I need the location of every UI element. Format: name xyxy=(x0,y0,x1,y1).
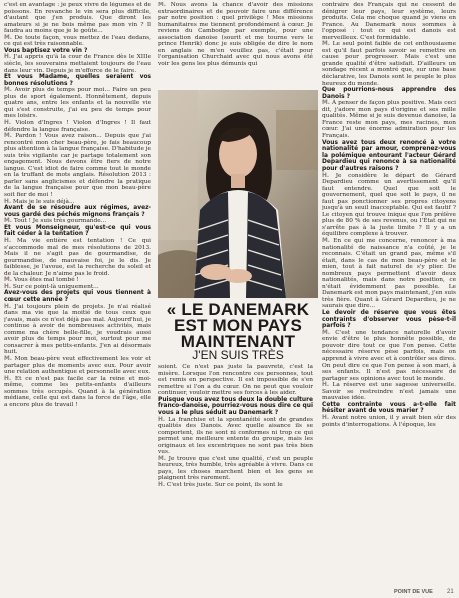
interview-answer xyxy=(4,120,151,133)
interview-answer xyxy=(4,87,151,120)
speaker-initial: H. xyxy=(4,303,12,310)
paragraph-text: soient. Ce n'est pas juste la pauvreté, c'est la misère. Lorsque l'on rencontre ces personnes, tout est remis en perspective. Il est impossible de s'en remettre si l'on a du cœur. On ne peut que vouloir continuer, vouloir mettre ses forces à les aider. xyxy=(158,364,313,397)
speaker-initial: H. xyxy=(4,198,12,205)
paragraph-text: Le seul point faible de cet enthousiasme est qu'il faut parfois savoir se remettre en cause pour progresser. Mais c'est une grande qualité d'être satisfait. D'ailleurs un sondage récent a montré que, sur une base déclarative, les Danois sont le peuple le plus heureux du monde. xyxy=(322,41,456,87)
article-column-2-top xyxy=(158,2,313,88)
interview-answer xyxy=(4,238,151,277)
speaker-initial: M. xyxy=(322,238,330,245)
interview-answer xyxy=(4,35,151,48)
paragraph-text: C'est une tendance naturelle d'avoir envie d'être le plus honnête possible, de pouvoir dire tout ce que l'on pense. Cette nécessaire réserve pèse parfois, mais on apprend à vivre avec et à contrôler ses dires. On peut dire ce que l'on pense à son mari, à ses enfants. Il n'est pas nécessaire de partager ses opinions avec tout le monde. xyxy=(322,329,456,382)
paragraph-text: Le devoir de réserve que vous êtes contraints d'observer vous pèse-t-il parfois ? xyxy=(322,310,456,330)
paragraph-text: Et ce n'est pas facile car la reine et moi-même, comme les petits-enfants d'ailleurs sommes très occupés. Quand à la génération médiane, celle qui est dans la force de l'âge, elle a encore plus de travail ! xyxy=(4,375,151,408)
paragraph-text: Avant notre union, il y avait bien sûr des points d'interrogations. À l'époque, les xyxy=(322,415,456,428)
speaker-initial: M. xyxy=(4,34,12,41)
interview-answer xyxy=(322,173,456,238)
paragraph-text: Violon d'Ingres ! Violon d'Ingres ! Il faut défendre la langue française. xyxy=(4,119,151,133)
speaker-initial: H. xyxy=(4,54,12,61)
paragraph-text: J'ai appris qu'à la cour de France dès le XIIIe siècle, les souverains mettaient toujours de l'eau dans leur vin. Depuis je m'efforce de le faire. xyxy=(4,54,151,74)
pull-quote-line-2: EST MON PAYS xyxy=(173,316,303,335)
speaker-initial: M. xyxy=(4,133,12,140)
interview-question xyxy=(322,87,456,100)
speaker-initial: H. xyxy=(4,119,12,126)
interview-answer xyxy=(4,356,151,376)
interview-answer xyxy=(158,456,313,482)
interview-question xyxy=(322,140,456,173)
paragraph-text: C'est très juste. Sur ce point, ils sont le xyxy=(166,481,283,488)
interview-answer xyxy=(322,100,456,139)
paragraph-text: Et vous Monseigneur, qu'est-ce qui vous fait céder à la tentation ? xyxy=(4,224,151,238)
pull-quote-line-3: MAINTENANT xyxy=(180,332,296,351)
portrait-photo xyxy=(158,90,318,298)
paragraph-text: Sur ce point-là uniquement... xyxy=(12,283,99,290)
speaker-initial: M. xyxy=(322,100,330,107)
speaker-initial: H. xyxy=(322,172,330,179)
speaker-initial: M. xyxy=(4,87,12,94)
paragraph-text: La franchise et la spontanéité sont de grandes qualités des Danois. Avec quelle aisance ils se comportent, ils ne sont ni conformes ni trop ce qui permet une meilleure entente du groupe, mais les originaux et les excentriques ne sont pas très bien vus. xyxy=(158,416,313,456)
interview-question xyxy=(4,225,151,238)
interview-question xyxy=(322,402,456,415)
interview-answer xyxy=(322,415,456,428)
speaker-initial: M. xyxy=(158,2,166,8)
article-column-2-bottom xyxy=(158,364,313,588)
speaker-initial: H. xyxy=(4,375,12,382)
interview-answer xyxy=(4,54,151,74)
paragraph-text: contraire des Français qui ne cessent de dénigrer leur pays, leur système, leurs produits. Cela me choque quand je viens en France. Au Danemark nous sommes à l'opposé : tout ce qui est danois est merveilleux. C'est formidable. xyxy=(322,2,456,41)
speaker-initial: H. xyxy=(158,481,166,488)
paragraph-text: Pardon ! Vous avez raison... Depuis que j'ai rencontré mon cher beau-père, je fais beaucoup plus attention à la langue française. D'habitude je suis très vigilante car je partage totalement son engagement. Nous devons être fiers de notre langue. C'est idiot de faire comme tout le monde en la truffant de mots anglais. Résolution 2013 : parler sans anglicismes et défendre la pratique de la langue française pour que mon beau-père soit fier de moi ! xyxy=(4,133,151,198)
speaker-initial: H. xyxy=(158,416,166,423)
interview-answer xyxy=(322,238,456,310)
paragraph-text: J'ai toujours plein de projets. Je n'ai réalisé dans ma vie que la moitié de tous ceux que j'avais, mais ce n'est déjà pas mal. Aujourd'hui, je continue à avoir de nombreuses activités, mais comme ma chère belle-fille, je voudrais aussi avoir plus de temps pour moi, surtout pour me consacrer à mes petits-enfants. J'en ai désormais huit. xyxy=(4,303,151,356)
interview-answer xyxy=(4,376,151,409)
speaker-initial: M. xyxy=(4,218,12,225)
interview-answer xyxy=(322,2,456,41)
interview-answer xyxy=(4,2,151,35)
paragraph-text: Vous baptisez votre vin ? xyxy=(4,47,88,54)
paragraph-text: Je trouve que c'est une qualité, c'est un peuple heureux, très humble, très agréable à vivre. Dans ce pays, les choses marchent bien et les gens se plaignent très rarement. xyxy=(158,455,313,482)
paragraph-text: Tout ! Je suis très gourmande... xyxy=(13,218,107,225)
page-footer xyxy=(0,588,459,598)
speaker-initial: H. xyxy=(322,415,330,422)
paragraph-text: Nous avons la chance d'avoir des missions extraordinaires et de pouvoir faire une différence par notre position : quel privilège ! Mes missions humanitaires me tiennent profondément à cœur. Je reviens du Cambodge par exemple, pour une association danoise (sourit et me tourne vers le prince Henrik) donc je suis obligée de dire le nom en anglais ne m'en veuillez pas, c'était pour l'organisation Churchaid avec qui nous avons été voir les gens les plus démunis qui xyxy=(158,2,313,67)
paragraph-text: Et vous Madame, quelles seraient vos bonnes résolutions ? xyxy=(4,74,151,87)
interview-answer xyxy=(4,133,151,198)
speaker-initial: M. xyxy=(322,41,330,48)
paragraph-text: La réserve est une sagesse universelle. Savoir se restreindre n'est jamais une mauvaise idée. xyxy=(322,382,456,402)
speaker-initial: H. xyxy=(4,283,12,290)
interview-answer xyxy=(4,304,151,356)
page-number: 21 xyxy=(447,589,454,595)
article-column-1 xyxy=(4,2,151,588)
interview-answer xyxy=(158,364,313,397)
speaker-initial: M. xyxy=(158,455,166,462)
paragraph-text: Vous êtes mal tombé ! xyxy=(13,277,79,284)
paragraph-text: Cette contrainte vous a-t-elle fait hésiter avant de vous marier ? xyxy=(322,401,456,415)
pull-quote-line-4: J'EN SUIS TRÈS xyxy=(192,348,284,362)
paragraph-text: En ce qui me concerne, renoncer à ma nationalité de naissance n'a coûté, je le reconnais. C'était un grand pas, même s'il était, dans le cas de mon beau-père et le mien, tout à fait naturel de s'y plier. De nombreux pays permettent d'avoir deux nationalités, mais dans notre position, ce n'était évidemment pas possible. Le Danemark est mon pays maintenant, j'en suis très fière. Quant à Gérard Depardieu, je ne saurais que dire... xyxy=(322,238,456,310)
speaker-initial: H. xyxy=(4,238,12,245)
paragraph-text: Avoir plus de temps pour moi... Faire un peu plus de sport également. Honnêtement, depuis quatre ans, entre les enfants et la nouvelle vie qui s'est construite, j'ai eu peu de temps pour mes loisirs. xyxy=(4,87,151,120)
interview-answer xyxy=(158,482,313,489)
paragraph-text: Avez-vous des projets qui vous tiennent à cœur cette année ? xyxy=(4,290,151,303)
paragraph-text: Avant de se résoudre aux régimes, avez-vous gardé des péchés mignons français ? xyxy=(4,205,151,218)
interview-answer xyxy=(158,417,313,456)
speaker-initial: M. xyxy=(322,329,330,336)
paragraph-text: À penser de façon plus positive. Mais ceci dit, j'adore mon pays d'origine et ses mille qualités. Même si je suis devenue danoise, la France reste mon pays, mes racines, mon cœur. J'ai une énorme admiration pour les Français. xyxy=(322,100,456,140)
paragraph-text: Vous avez tous deux renoncé à votre nationalité par amour, comprenez-vous la polémique entourant l'acteur Gérard Depardieu qui renonce à sa nationalité pour d'autres raisons ? xyxy=(322,139,456,172)
paragraph-text: Mon beau-père veut effectivement les voir et partager plus de moments avec eux. Pour avoir une relation authentique et personnelle avec eux. xyxy=(4,355,151,376)
pull-quote-line-1: « LE DANEMARK xyxy=(166,300,310,319)
portrait-illustration xyxy=(158,90,318,298)
paragraph-text: De toute façon, vous mettez de l'eau dedans, ce qui est très raisonnable. xyxy=(4,34,151,48)
paragraph-text: c'est en avantage : je peux vivre de légumes et de poissons. En revanche le vin sera plus difficile, d'autant que j'en produis. Que diront les amateurs si je ne bois même pas mon vin ? Il faudra au moins que je le goûte... xyxy=(4,2,151,35)
speaker-initial: H. xyxy=(322,382,330,389)
interview-answer xyxy=(322,382,456,402)
interview-answer xyxy=(322,41,456,87)
interview-question xyxy=(4,290,151,303)
interview-question xyxy=(4,205,151,218)
paragraph-text: Que pourrions-nous apprendre des Danois ? xyxy=(322,87,456,100)
paragraph-text: Puisque vous avez tous deux la double culture franco-danoise, pourriez-vous nous dire ce qui vous a le plus séduit au Danemark ? xyxy=(158,396,313,416)
interview-question xyxy=(322,310,456,330)
interview-question xyxy=(158,397,313,417)
pull-quote xyxy=(158,300,318,362)
interview-answer xyxy=(322,330,456,382)
magazine-name: POINT DE VUE xyxy=(394,589,433,595)
article-column-3 xyxy=(322,2,456,588)
paragraph-text: Je considère le départ de Gérard Depardieu comme un avertissement qu'il faut entendre. Quel que soit le gouvernement, quel que soit le pays, il ne faut pas ponctionner ses propres citoyens jusqu'à un seuil inacceptable. Qui est fautif ? Le citoyen qui trouve inique que l'on prélève plus de 80 % de ses revenus, ou l'État qui ne s'arrête pas à la juste limite ? Il y a un équilibre complexe à trouver. xyxy=(322,172,456,238)
speaker-initial: M. xyxy=(4,277,12,284)
paragraph-text: Mais je le suis déjà... xyxy=(12,198,75,205)
interview-answer xyxy=(158,2,313,67)
interview-question xyxy=(4,74,151,87)
paragraph-text: Ma vie entière est tentation ! Ce qui s'accommode mal de mes résolutions de 2013. Mais il ne s'agit pas de gourmandise, de gourmandise, de mauvaise foi, je le dis. Je faiblesse, je l'avoue, est la recherche du soleil et de la chaleur. Je n'aime pas le froid. xyxy=(4,238,151,277)
speaker-initial: M. xyxy=(4,355,12,362)
